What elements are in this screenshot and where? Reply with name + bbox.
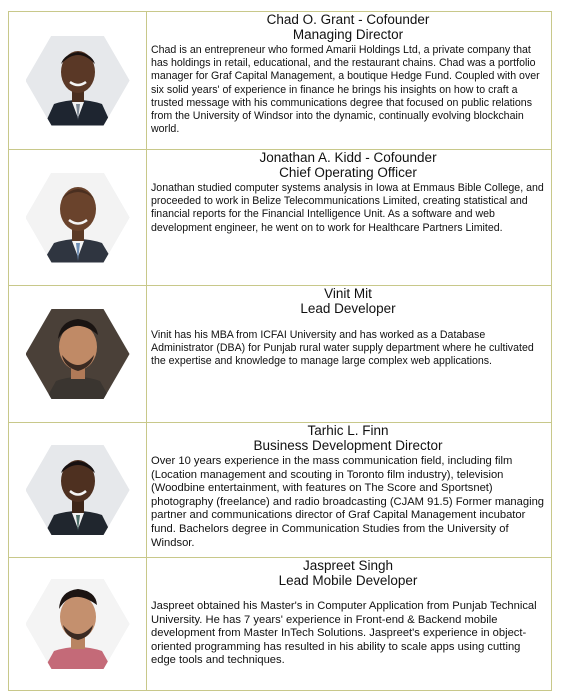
person-photo-icon (26, 173, 130, 263)
team-member-row (9, 422, 551, 557)
photo-cell (9, 12, 147, 149)
member-name: Vinit Mit (324, 286, 372, 301)
member-role: Lead Developer (300, 301, 396, 316)
photo-cell (9, 558, 147, 690)
member-role: Business Development Director (253, 438, 443, 453)
member-name: Chad O. Grant - Cofounder (266, 12, 430, 27)
person-photo-icon (26, 445, 130, 535)
member-bio: Jonathan studied computer systems analysis in Iowa at Emmaus Bible College, and proceeded to work in Belize Telecommunications Limited, creating statistical and financial reports for the Financial Intelligence Unit. As a software and web development engineer, he went on to work for Healthcare Partners Limited. (151, 182, 544, 234)
bio-cell (147, 150, 551, 285)
photo-cell (9, 150, 147, 285)
photo-cell (9, 286, 147, 422)
team-member-row (9, 12, 551, 149)
member-role: Managing Director (292, 27, 404, 42)
team-member-row (9, 557, 551, 690)
bio-cell (147, 558, 551, 690)
member-role: Chief Operating Officer (279, 165, 417, 180)
bio-cell (147, 423, 551, 557)
team-member-row (9, 285, 551, 422)
person-photo-icon (26, 309, 130, 399)
member-bio: Jaspreet obtained his Master's in Computer Application from Punjab Technical University. He has 7 years' experience in Front-end & Backend mobile development from Master InTech Solutions. Jaspreet's experience in object-oriented programming has resulted in his ability to scale apps using cutting edge tools and techniques. (151, 600, 537, 667)
photo-cell (9, 423, 147, 557)
member-bio: Chad is an entrepreneur who formed Amarii Holdings Ltd, a private company that has holdings in retail, educational, and the restaurant chains. Chad was a portfolio manager for Graf Capital Management, a boutique Hedge Fund. Coupled with over six solid years' of experience in finance he brings his insights on how to craft a trusted message with his communications degree that focused on public relations from the University of Windsor into the dynamic, continually evolving blockchain world. (151, 44, 540, 136)
member-name: Jonathan A. Kidd - Cofounder (259, 150, 437, 165)
team-table (8, 11, 552, 691)
member-bio: Vinit has his MBA from ICFAI University and has worked as a Database Administrator (DBA) for Punjab rural water supply department where he cultivated the expertise and knowledge to manage large complex web applications. (151, 329, 534, 368)
person-photo-icon (26, 36, 130, 126)
person-photo-icon (26, 579, 130, 669)
team-member-row (9, 149, 551, 285)
bio-cell (147, 12, 551, 149)
member-role: Lead Mobile Developer (278, 573, 418, 588)
bio-cell (147, 286, 551, 422)
member-bio: Over 10 years experience in the mass communication field, including film (Location management and scouting in Toronto film industry), television (Woodbine entertainment, with features on The Score and Sportsnet) photography (freelance) and radio broadcasting (CJAM 91.5) Former managing partner and communications director of Graf Capital Management incubator fund. Bachelors degree in Communication Studies from the University of Windsor. (151, 455, 545, 549)
member-name: Jaspreet Singh (302, 558, 394, 573)
member-name: Tarhic L. Finn (307, 423, 389, 438)
